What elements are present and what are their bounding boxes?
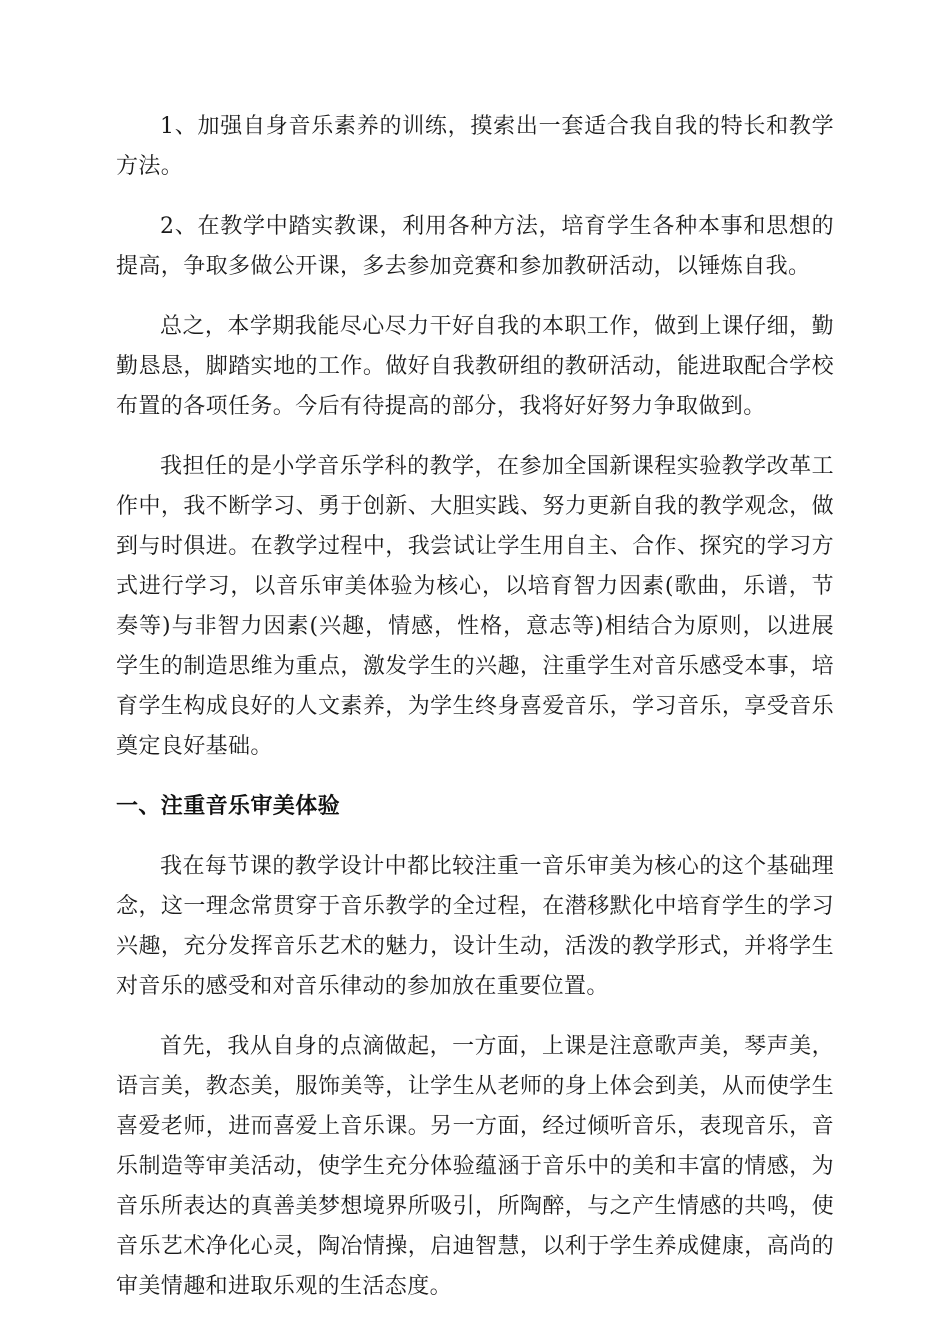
paragraph-summary: 总之，本学期我能尽心尽力干好自我的本职工作，做到上课仔细，勤勤恳恳，脚踏实地的工作。做好自我教研组的教研活动，能进取配合学校布置的各项任务。今后有待提高的部分，我将好好努力争取做到。 [116, 314, 834, 419]
paragraph-item-2: 2、在教学中踏实教课，利用各种方法，培育学生各种本事和思想的提高，争取多做公开课，多去参加竞赛和参加教研活动，以锤炼自我。 [116, 214, 834, 279]
paragraph-first: 首先，我从自身的点滴做起，一方面，上课是注意歌声美，琴声美，语言美，教态美，服饰美等，让学生从老师的身上体会到美，从而使学生喜爱老师，进而喜爱上音乐课。另一方面，经过倾听音乐，表现音乐，音乐制造等审美活动，使学生充分体验蕴涵于音乐中的美和丰富的情感，为音乐所表达的真善美梦想境界所吸引，所陶醉，与之产生情感的共鸣，使音乐艺术净化心灵，陶冶情操，启迪智慧，以利于学生养成健康，高尚的审美情趣和进取乐观的生活态度。 [116, 1034, 834, 1299]
paragraph-item-1: 1、加强自身音乐素养的训练，摸索出一套适合我自我的特长和教学方法。 [116, 114, 834, 179]
document-body [116, 107, 834, 1327]
paragraph-design: 我在每节课的教学设计中都比较注重一音乐审美为核心的这个基础理念，这一理念常贯穿于音乐教学的全过程，在潜移默化中培育学生的学习兴趣，充分发挥音乐艺术的魅力，设计生动，活泼的教学形式，并将学生对音乐的感受和对音乐律动的参加放在重要位置。 [116, 854, 834, 999]
section-heading: 一、注重音乐审美体验 [116, 794, 341, 819]
paragraph-intro: 我担任的是小学音乐学科的教学，在参加全国新课程实验教学改革工作中，我不断学习、勇于创新、大胆实践、努力更新自我的教学观念，做到与时俱进。在教学过程中，我尝试让学生用自主、合作、探究的学习方式进行学习，以音乐审美体验为核心，以培育智力因素(歌曲，乐谱，节奏等)与非智力因素(兴趣，情感，性格，意志等)相结合为原则，以进展学生的制造思维为重点，激发学生的兴趣，注重学生对音乐感受本事，培育学生构成良好的人文素养，为学生终身喜爱音乐，学习音乐，享受音乐奠定良好基础。 [116, 454, 834, 759]
